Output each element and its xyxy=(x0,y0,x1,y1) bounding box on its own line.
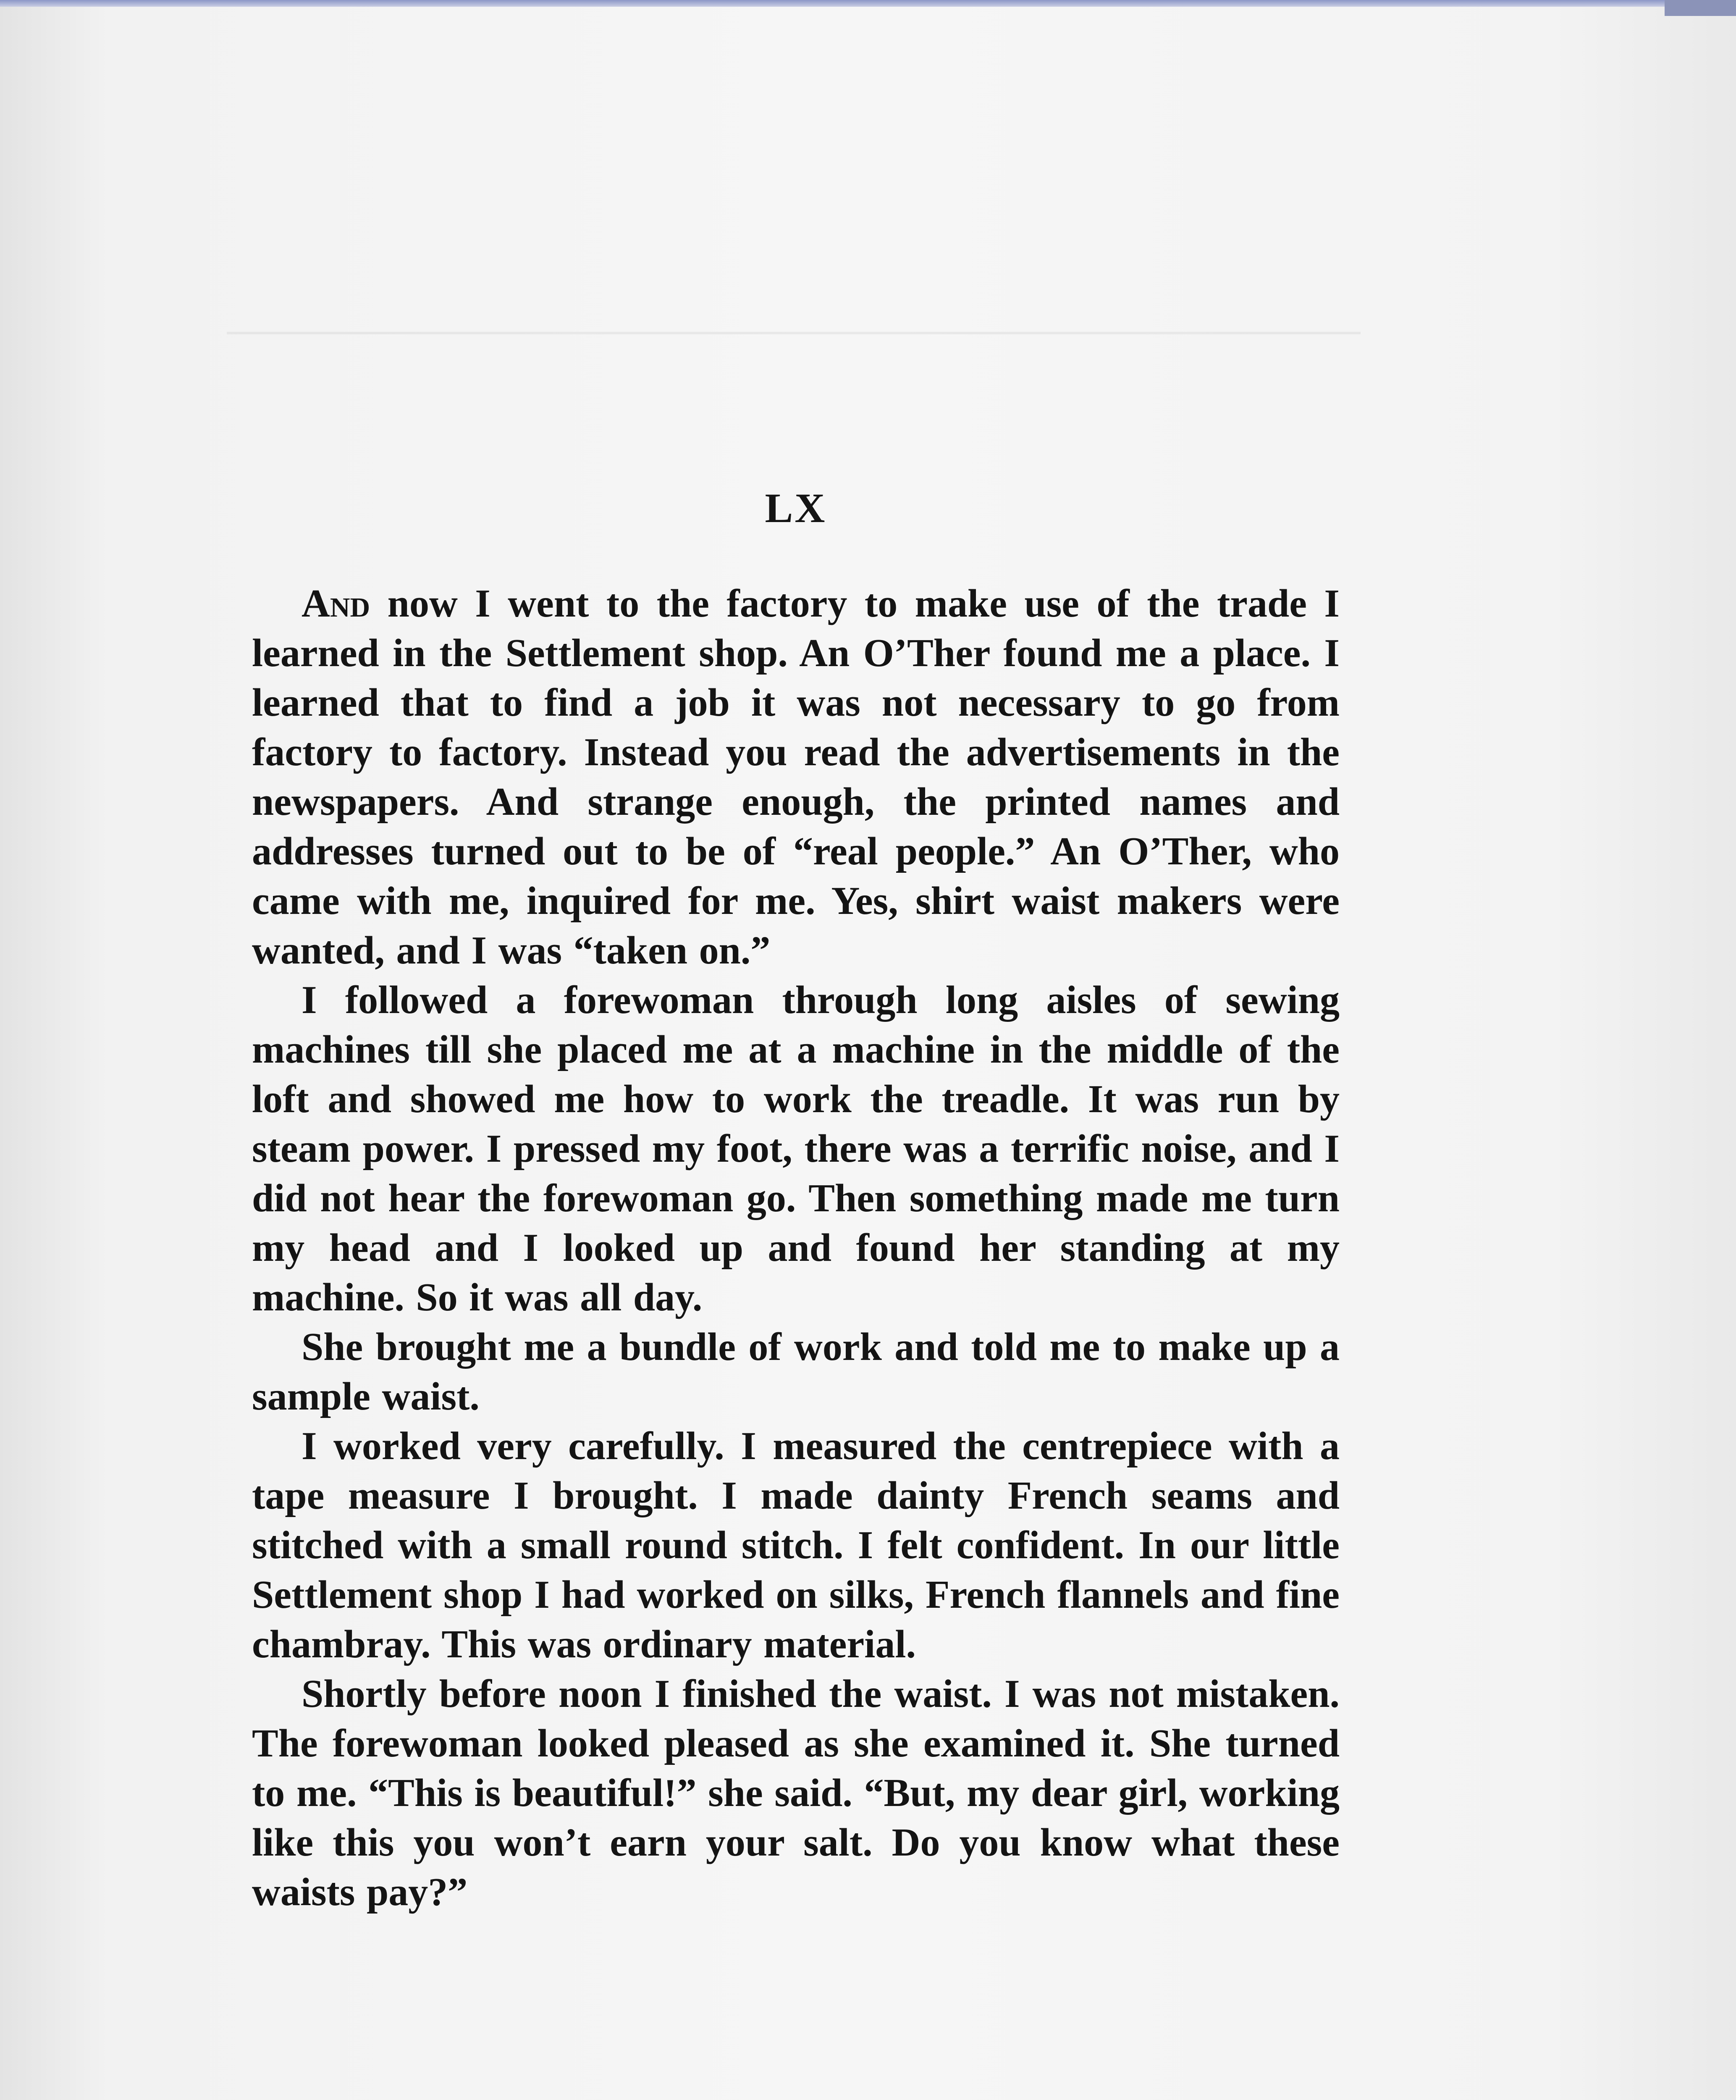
paragraph-3: She brought me a bundle of work and told me to make up a sample waist. xyxy=(252,1325,1340,1418)
paragraph-1-text: now I went to the factory to make use of the trade I learned in the Settlement shop. An O’Ther found me a place. I learned that to find a job it was not necessary to go from factory to factory. Instead you read the advertisements in the newspapers. And strange enough, the printed names and addresses turned out to be of “real people.” An O’Ther, who came with me, inquired for me. Yes, shirt waist makers were wanted, and I was “taken on.” xyxy=(252,582,1340,972)
chapter-heading: LX xyxy=(765,485,827,531)
paragraph-4: I worked very carefully. I measured the centrepiece with a tape measure I brought. I made dainty French seams and stitched with a small round stitch. I felt confident. In our little Settlement shop I had worked on silks, French flannels and fine chambray. This was ordinary material. xyxy=(252,1424,1340,1666)
paragraph-1-lead: And xyxy=(302,582,370,625)
page-top-edge xyxy=(0,0,1736,7)
page-corner-shadow xyxy=(1665,0,1736,16)
page-text-block xyxy=(252,483,1340,1917)
paragraph-5: Shortly before noon I finished the waist. I was not mistaken. The forewoman looked pleased as she examined it. She turned to me. “This is beautiful!” she said. “But, my dear girl, working like this you won’t earn your salt. Do you know what these waists pay?” xyxy=(252,1672,1340,1914)
paragraph-2: I followed a forewoman through long aisles of sewing machines till she placed me at a machine in the middle of the loft and showed me how to work the treadle. It was run by steam power. I pressed my foot, there was a terrific noise, and I did not hear the forewoman go. Then something made me turn my head and I looked up and found her standing at my machine. So it was all day. xyxy=(252,978,1340,1319)
paragraph-1 xyxy=(252,579,1340,975)
bleed-through-rule xyxy=(227,332,1361,334)
